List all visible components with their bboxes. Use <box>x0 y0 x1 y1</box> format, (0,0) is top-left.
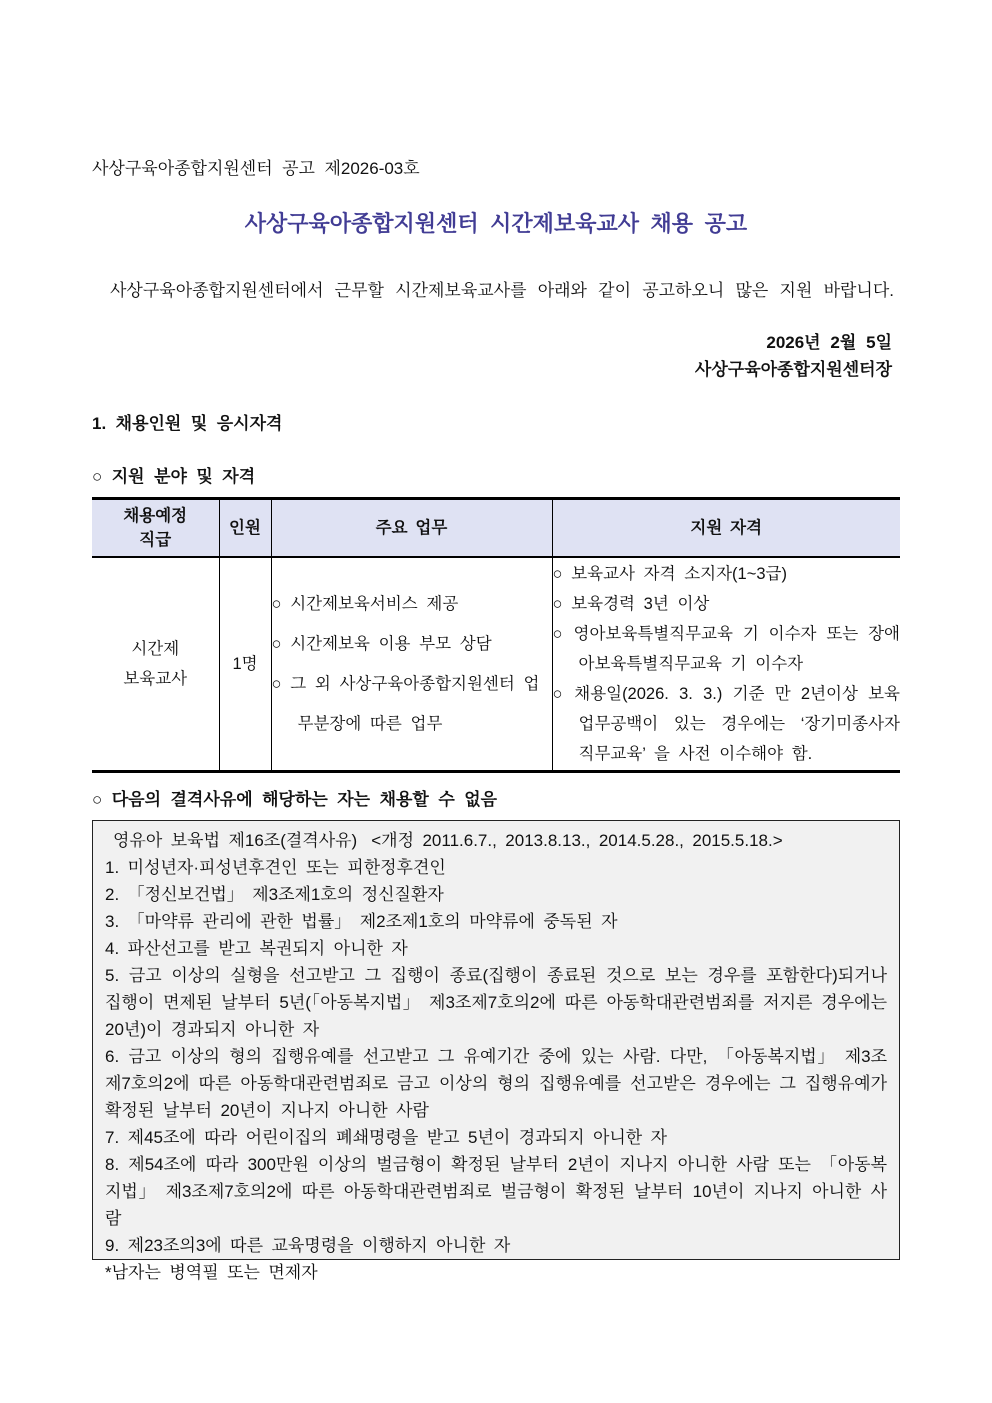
disqualification-item: *남자는 병역필 또는 면제자 <box>105 1263 318 1282</box>
disqualification-item: 4. 파산선고를 받고 복권되지 아니한 자 <box>105 939 408 958</box>
sub-heading-disqualification: ○ 다음의 결격사유에 해당하는 자는 채용할 수 없음 <box>92 790 498 809</box>
table-row <box>92 557 900 772</box>
sub-heading-apply-field: ○ 지원 분야 및 자격 <box>92 467 256 486</box>
qualification-item <box>553 679 901 769</box>
qualification-text: 보육경력 3년 이상 <box>571 595 710 613</box>
doc-number: 사상구육아종합지원센터 공고 제2026-03호 <box>92 159 420 178</box>
signature-block <box>92 329 900 383</box>
duty-item <box>272 584 552 624</box>
header-cell-qualifications <box>552 499 900 558</box>
circle-bullet-icon: ○ <box>271 635 282 653</box>
header-headcount-label: 인원 <box>229 519 261 537</box>
disqualification-item: 2. 「정신보건법」 제3조제1호의 정신질환자 <box>105 885 444 904</box>
disqualification-box <box>92 820 900 1282</box>
doc-title: 사상구육아종합지원센터 시간제보육교사 채용 공고 <box>244 211 748 236</box>
law-amendment: <개정 2011.6.7., 2013.8.13., 2014.5.28., 2015.5.18.> <box>371 831 783 850</box>
duties-cell <box>271 557 552 772</box>
position-line2: 보육교사 <box>123 670 188 688</box>
circle-bullet-icon: ○ <box>271 675 282 693</box>
circle-bullet-icon: ○ <box>271 595 282 613</box>
doc-date: 2026년 2월 5일 <box>766 333 892 352</box>
intro-paragraph: 사상구육아종합지원센터에서 근무할 시간제보육교사를 아래와 같이 공고하오니 많은 지원 바랍니다. <box>110 281 894 300</box>
disqualification-item: 8. 제54조에 따라 300만원 이상의 벌금형이 확정된 날부터 2년이 지나지 아니한 사람 또는 「아동복지법」 제3조제7호의2에 따른 아동학대관련범죄로 벌금형이 확정된 날부터 10년이 지나지 아니한 사람 <box>105 1155 887 1228</box>
qualification-text: 보육교사 자격 소지자(1~3급) <box>571 565 787 583</box>
disqualification-item: 9. 제23조의3에 따른 교육명령을 이행하지 아니한 자 <box>105 1236 511 1255</box>
qualifications-cell <box>552 557 900 772</box>
table-header-row <box>92 499 900 558</box>
duty-item <box>272 664 552 744</box>
duty-text: 그 외 사상구육아종합지원센터 업무분장에 따른 업무 <box>290 675 540 733</box>
qualification-item <box>553 559 901 589</box>
law-title: 영유아 보육법 제16조(결격사유) <box>113 831 358 850</box>
qualification-text: 영아보육특별직무교육 기 이수자 또는 장애아보육특별직무교육 기 이수자 <box>573 625 900 673</box>
disqualification-item: 6. 금고 이상의 형의 집행유예를 선고받고 그 유예기간 중에 있는 사람. 다만, 「아동복지법」 제3조제7호의2에 따른 아동학대관련범죄로 금고 이상의 형의 집행유예를 선고받은 경우에는 그 집행유예가 확정된 날부터 20년이 지나지 아니한 사람 <box>105 1047 887 1120</box>
disqualification-item: 1. 미성년자·피성년후견인 또는 피한정후견인 <box>105 858 446 877</box>
doc-signer: 사상구육아종합지원센터장 <box>694 360 892 379</box>
header-cell-position <box>92 499 219 558</box>
headcount-cell <box>219 557 271 772</box>
duty-item <box>272 624 552 664</box>
disqualification-item: 7. 제45조에 따라 어린이집의 폐쇄명령을 받고 5년이 경과되지 아니한 자 <box>105 1128 668 1147</box>
header-cell-duties <box>271 499 552 558</box>
header-position-line1: 채용예정 <box>123 507 188 525</box>
section-heading-1: 1. 채용인원 및 응시자격 <box>92 414 283 433</box>
duty-text: 시간제보육 이용 부모 상담 <box>290 635 492 653</box>
circle-bullet-icon: ○ <box>552 685 564 703</box>
circle-bullet-icon: ○ <box>552 565 563 583</box>
circle-bullet-icon: ○ <box>552 625 564 643</box>
header-duties-label: 주요 업무 <box>375 519 448 537</box>
headcount-value: 1명 <box>232 655 258 673</box>
qualification-item <box>553 589 901 619</box>
qualification-text: 채용일(2026. 3. 3.) 기준 만 2년이상 보육업무공백이 있는 경우에는 ‘장기미종사자 직무교육’ 을 사전 이수해야 함. <box>574 685 900 763</box>
header-position-line2: 직급 <box>139 531 172 549</box>
duty-text: 시간제보육서비스 제공 <box>290 595 459 613</box>
header-cell-headcount <box>219 499 271 558</box>
disqualification-item: 5. 금고 이상의 실형을 선고받고 그 집행이 종료(집행이 종료된 것으로 보는 경우를 포함한다)되거나 집행이 면제된 날부터 5년(「아동복지법」 제3조제7호의2에 따른 아동학대관련범죄를 저지른 경우에는 20년)이 경과되지 아니한 자 <box>105 966 887 1039</box>
circle-bullet-icon: ○ <box>552 595 563 613</box>
position-line1: 시간제 <box>131 640 180 658</box>
law-title-line <box>105 827 887 854</box>
qualification-item <box>553 619 901 679</box>
recruitment-table <box>92 497 900 773</box>
position-cell <box>92 557 219 772</box>
header-qualifications-label: 지원 자격 <box>690 519 763 537</box>
disqualification-item: 3. 「마약류 관리에 관한 법률」 제2조제1호의 마약류에 중독된 자 <box>105 912 618 931</box>
